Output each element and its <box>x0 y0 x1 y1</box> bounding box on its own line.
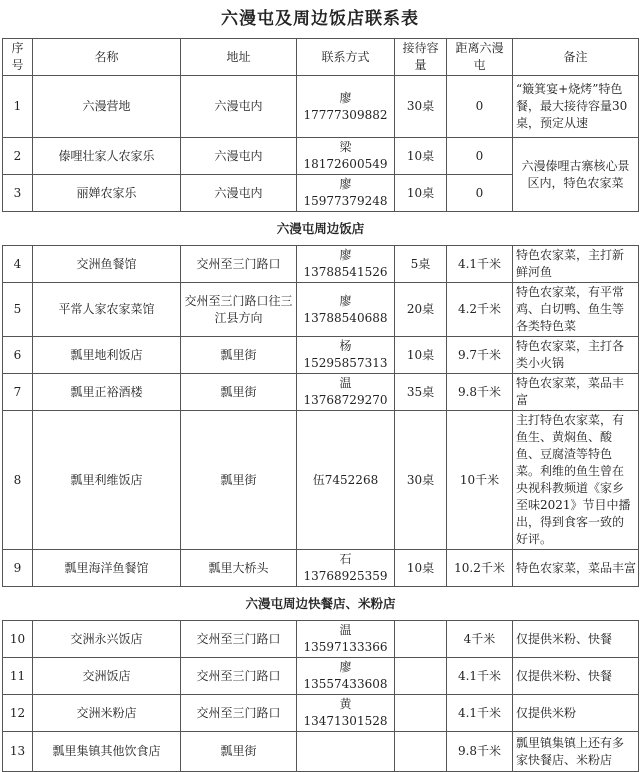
header-cell: 序号 <box>3 39 33 76</box>
table-row <box>3 550 639 587</box>
restaurant-capacity: 20桌 <box>395 283 447 337</box>
restaurant-distance: 10千米 <box>447 411 513 550</box>
restaurant-contact: 廖17777309882 <box>297 76 395 138</box>
restaurant-distance: 0 <box>447 138 513 175</box>
restaurant-distance: 10.2千米 <box>447 550 513 587</box>
restaurant-address: 六漫屯内 <box>181 138 297 175</box>
restaurant-note: 主打特色农家菜，有鱼生、黄焖鱼、酸鱼、豆腐渣等特色菜。利维的鱼生曾在央视科教频道《家乡至味2021》节目中播出，得到食客一致的好评。 <box>513 411 639 550</box>
restaurant-contact: 廖13788540688 <box>297 283 395 337</box>
restaurant-distance: 9.8千米 <box>447 732 513 772</box>
restaurant-distance: 4.1千米 <box>447 246 513 283</box>
section-row <box>3 587 639 621</box>
table-row <box>3 658 639 695</box>
restaurant-name: 瓢里地利饭店 <box>33 337 181 374</box>
restaurant-name: 平常人家农家菜馆 <box>33 283 181 337</box>
restaurant-distance: 9.8千米 <box>447 374 513 411</box>
row-number: 8 <box>3 411 33 550</box>
restaurant-address: 交州至三门路口 <box>181 695 297 732</box>
restaurant-note: “簸箕宴+烧烤”特色餐，最大接待容量30桌，预定从速 <box>513 76 639 138</box>
restaurant-note: 特色农家菜，菜品丰富 <box>513 550 639 587</box>
restaurant-contact: 廖13557433608 <box>297 658 395 695</box>
restaurant-address: 瓢里街 <box>181 411 297 550</box>
restaurant-capacity: 30桌 <box>395 411 447 550</box>
table-row <box>3 138 639 175</box>
row-number: 1 <box>3 76 33 138</box>
restaurant-contact: 廖15977379248 <box>297 175 395 212</box>
header-cell: 地址 <box>181 39 297 76</box>
table-row <box>3 621 639 658</box>
restaurant-address: 交州至三门路口 <box>181 621 297 658</box>
restaurant-distance: 0 <box>447 76 513 138</box>
restaurant-note: 特色农家菜，有平常鸡、白切鸭、鱼生等各类特色菜 <box>513 283 639 337</box>
restaurant-note: 仅提供米粉、快餐 <box>513 621 639 658</box>
row-number: 2 <box>3 138 33 175</box>
restaurant-distance: 4千米 <box>447 621 513 658</box>
header-cell: 联系方式 <box>297 39 395 76</box>
row-number: 12 <box>3 695 33 732</box>
restaurant-capacity: 10桌 <box>395 138 447 175</box>
header-cell: 名称 <box>33 39 181 76</box>
table-row <box>3 732 639 772</box>
restaurant-capacity: 10桌 <box>395 175 447 212</box>
table-row <box>3 695 639 732</box>
restaurant-name: 交洲米粉店 <box>33 695 181 732</box>
restaurant-name: 瓢里正裕酒楼 <box>33 374 181 411</box>
restaurant-contact: 温13768729270 <box>297 374 395 411</box>
header-cell: 接待容量 <box>395 39 447 76</box>
restaurant-name: 交洲鱼餐馆 <box>33 246 181 283</box>
restaurant-table <box>2 38 639 772</box>
table-row <box>3 411 639 550</box>
restaurant-contact: 伍7452268 <box>297 411 395 550</box>
restaurant-address: 六漫屯内 <box>181 76 297 138</box>
header-cell: 距离六漫屯 <box>447 39 513 76</box>
restaurant-note: 特色农家菜，主打各类小火锅 <box>513 337 639 374</box>
restaurant-name: 丽婵农家乐 <box>33 175 181 212</box>
restaurant-address: 瓢里街 <box>181 337 297 374</box>
restaurant-address: 六漫屯内 <box>181 175 297 212</box>
restaurant-name: 交洲永兴饭店 <box>33 621 181 658</box>
restaurant-note: 特色农家菜，主打新鲜河鱼 <box>513 246 639 283</box>
restaurant-distance: 4.1千米 <box>447 695 513 732</box>
restaurant-note: 仅提供米粉、快餐 <box>513 658 639 695</box>
restaurant-contact <box>297 732 395 772</box>
table-row <box>3 76 639 138</box>
header-cell: 备注 <box>513 39 639 76</box>
restaurant-name: 六漫营地 <box>33 76 181 138</box>
restaurant-distance: 0 <box>447 175 513 212</box>
restaurant-capacity <box>395 658 447 695</box>
restaurant-address: 瓢里大桥头 <box>181 550 297 587</box>
row-number: 3 <box>3 175 33 212</box>
restaurant-note: 瓢里镇集镇上还有多家快餐店、米粉店 <box>513 732 639 772</box>
row-number: 4 <box>3 246 33 283</box>
restaurant-distance: 9.7千米 <box>447 337 513 374</box>
restaurant-contact: 黄13471301528 <box>297 695 395 732</box>
section-title: 六漫屯周边饭店 <box>3 212 639 246</box>
restaurant-contact: 梁18172600549 <box>297 138 395 175</box>
restaurant-contact: 温13597133366 <box>297 621 395 658</box>
section-row <box>3 212 639 246</box>
restaurant-capacity: 10桌 <box>395 337 447 374</box>
restaurant-name: 瓢里海洋鱼餐馆 <box>33 550 181 587</box>
row-number: 11 <box>3 658 33 695</box>
row-number: 7 <box>3 374 33 411</box>
row-number: 5 <box>3 283 33 337</box>
restaurant-note: 仅提供米粉 <box>513 695 639 732</box>
restaurant-capacity: 10桌 <box>395 550 447 587</box>
row-number: 10 <box>3 621 33 658</box>
restaurant-contact: 石13768925359 <box>297 550 395 587</box>
restaurant-name: 交洲饭店 <box>33 658 181 695</box>
restaurant-name: 瓢里利维饭店 <box>33 411 181 550</box>
restaurant-address: 交州至三门路口 <box>181 658 297 695</box>
restaurant-distance: 4.2千米 <box>447 283 513 337</box>
restaurant-capacity: 5桌 <box>395 246 447 283</box>
restaurant-capacity <box>395 621 447 658</box>
row-number: 6 <box>3 337 33 374</box>
row-number: 9 <box>3 550 33 587</box>
restaurant-address: 交州至三门路口往三江县方向 <box>181 283 297 337</box>
restaurant-capacity: 35桌 <box>395 374 447 411</box>
restaurant-capacity <box>395 695 447 732</box>
page-title: 六漫屯及周边饭店联系表 <box>221 9 419 29</box>
restaurant-address: 瓢里街 <box>181 732 297 772</box>
restaurant-contact: 廖13788541526 <box>297 246 395 283</box>
restaurant-distance: 4.1千米 <box>447 658 513 695</box>
restaurant-capacity <box>395 732 447 772</box>
restaurant-contact: 杨15295857313 <box>297 337 395 374</box>
restaurant-capacity: 30桌 <box>395 76 447 138</box>
table-row <box>3 374 639 411</box>
table-row <box>3 337 639 374</box>
restaurant-address: 交州至三门路口 <box>181 246 297 283</box>
restaurant-name: 傣哩壮家人农家乐 <box>33 138 181 175</box>
restaurant-note: 六漫傣哩古寨核心景区内，特色农家菜 <box>513 138 639 212</box>
restaurant-address: 瓢里街 <box>181 374 297 411</box>
section-title: 六漫屯周边快餐店、米粉店 <box>3 587 639 621</box>
restaurant-name: 瓢里集镇其他饮食店 <box>33 732 181 772</box>
header-row <box>3 39 639 76</box>
table-row <box>3 283 639 337</box>
table-row <box>3 246 639 283</box>
row-number: 13 <box>3 732 33 772</box>
restaurant-note: 特色农家菜，菜品丰富 <box>513 374 639 411</box>
